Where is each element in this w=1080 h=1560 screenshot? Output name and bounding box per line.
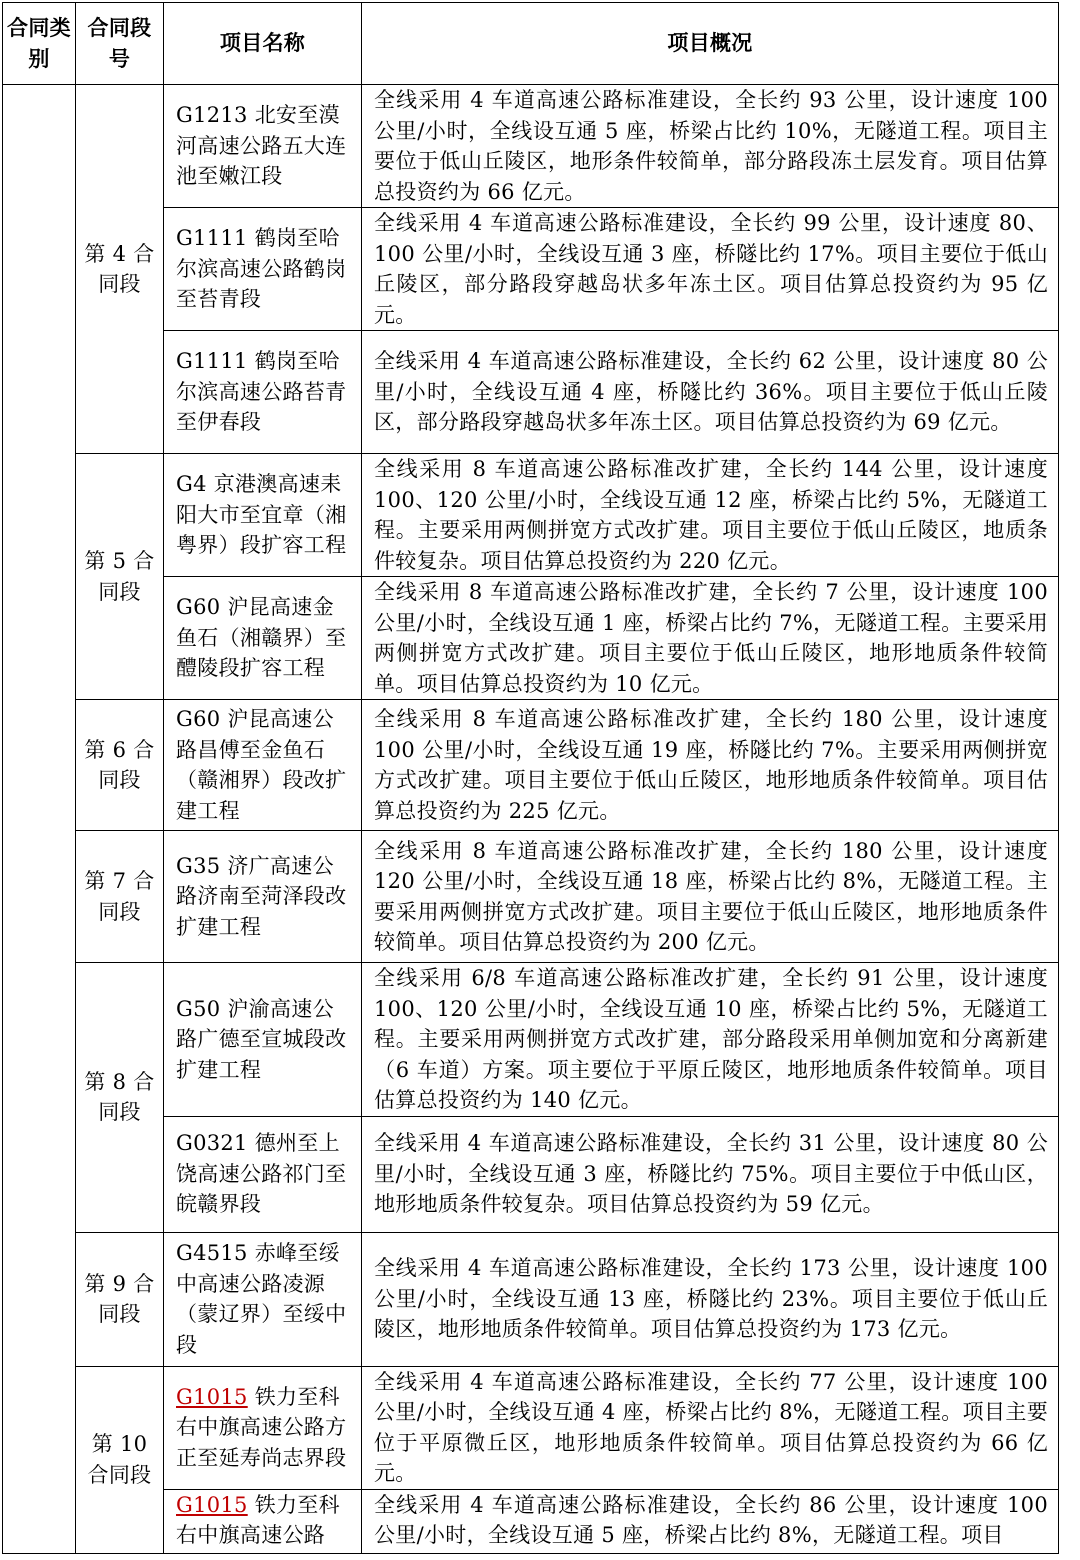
segment-label: 第 8 合同段 [76, 963, 164, 1233]
project-name [164, 454, 362, 577]
project-name-text: G50 沪渝高速公路广德至宣城段改扩建工程 [176, 996, 347, 1082]
project-name-text: G60 沪昆高速金鱼石（湘赣界）至醴陵段扩容工程 [176, 595, 347, 681]
project-name [164, 331, 362, 454]
table-row [3, 1232, 1059, 1366]
header-row [3, 3, 1059, 85]
project-overview: 全线采用 4 车道高速公路标准建设，全长约 86 公里，设计速度 100 公里/小时，全线设互通 5 座，桥梁占比约 8%，无隧道工程。项目 [362, 1489, 1059, 1553]
project-name [164, 1232, 362, 1366]
project-name [164, 208, 362, 331]
project-name-text: G1111 鹤岗至哈尔滨高速公路苔青至伊春段 [176, 349, 347, 435]
project-name [164, 577, 362, 700]
project-name [164, 85, 362, 208]
table-row [3, 1366, 1059, 1489]
segment-label: 第 9 合同段 [76, 1232, 164, 1366]
segment-label: 第 6 合同段 [76, 700, 164, 831]
project-code: G1015 [176, 1492, 248, 1517]
project-code: G1015 [176, 1384, 248, 1409]
project-name [164, 1366, 362, 1489]
segment-label: 第 5 合同段 [76, 454, 164, 700]
project-overview: 全线采用 4 车道高速公路标准建设，全长约 62 公里，设计速度 80 公里/小时，全线设互通 4 座，桥隧比约 36%。项目主要位于低山丘陵区，部分路段穿越岛状多年冻土区。项目估算总投资约为 69 亿元。 [362, 331, 1059, 454]
project-name-text: G4515 赤峰至绥中高速公路凌源（蒙辽界）至绥中段 [176, 1241, 347, 1357]
project-name [164, 1116, 362, 1232]
table-row [3, 700, 1059, 831]
header-project-overview: 项目概况 [362, 3, 1059, 85]
header-contract-segment: 合同段号 [76, 3, 164, 85]
project-overview: 全线采用 4 车道高速公路标准建设，全长约 31 公里，设计速度 80 公里/小时，全线设互通 3 座，桥隧比约 75%。项目主要位于中低山区，地形地质条件较复杂。项目估算总投资约为 59 亿元。 [362, 1116, 1059, 1232]
table-row [3, 85, 1059, 208]
segment-label: 第 4 合同段 [76, 85, 164, 454]
header-project-name: 项目名称 [164, 3, 362, 85]
project-name-text: G0321 德州至上饶高速公路祁门至皖赣界段 [176, 1131, 347, 1217]
project-name [164, 831, 362, 963]
segment-label: 第 7 合同段 [76, 831, 164, 963]
project-overview: 全线采用 4 车道高速公路标准建设，全长约 93 公里，设计速度 100 公里/小时，全线设互通 5 座，桥梁占比约 10%，无隧道工程。项目主要位于低山丘陵区，地形条件较简单，部分路段冻土层发育。项目估算总投资约为 66 亿元。 [362, 85, 1059, 208]
project-name-text: G60 沪昆高速公路昌傅至金鱼石（赣湘界）段改扩建工程 [176, 707, 347, 823]
project-table [2, 2, 1059, 1554]
project-overview: 全线采用 4 车道高速公路标准建设，全长约 99 公里，设计速度 80、100 公里/小时，全线设互通 3 座，桥隧比约 17%。项目主要位于低山丘陵区，部分路段穿越岛状多年冻土区。项目估算总投资约为 95 亿元。 [362, 208, 1059, 331]
segment-label: 第 10 合同段 [76, 1366, 164, 1553]
project-overview: 全线采用 8 车道高速公路标准改扩建，全长约 180 公里，设计速度 120 公里/小时，全线设互通 18 座，桥梁占比约 8%，无隧道工程。主要采用两侧拼宽方式改扩建。项目主要位于低山丘陵区，地形地质条件较简单。项目估算总投资约为 200 亿元。 [362, 831, 1059, 963]
table-row [3, 831, 1059, 963]
project-overview: 全线采用 6/8 车道高速公路标准改扩建，全长约 91 公里，设计速度 100、120 公里/小时，全线设互通 10 座，桥梁占比约 5%，无隧道工程。主要采用两侧拼宽方式改扩建，部分路段采用单侧加宽和分离新建（6 车道）方案。项主要位于平原丘陵区，地形地质条件较简单。项目估算总投资约为 140 亿元。 [362, 963, 1059, 1117]
project-name-text: 铁力至科右中旗高速公路 [176, 1492, 340, 1547]
project-name [164, 1489, 362, 1553]
project-name [164, 700, 362, 831]
table-row [3, 963, 1059, 1117]
project-name-text: G1213 北安至漠河高速公路五大连池至嫩江段 [176, 103, 347, 189]
project-name-text: G35 济广高速公路济南至菏泽段改扩建工程 [176, 853, 347, 939]
project-overview: 全线采用 8 车道高速公路标准改扩建，全长约 180 公里，设计速度 100 公里/小时，全线设互通 19 座，桥隧比约 7%。主要采用两侧拼宽方式改扩建。项目主要位于低山丘陵区，地形地质条件较简单。项目估算总投资约为 225 亿元。 [362, 700, 1059, 831]
project-overview: 全线采用 8 车道高速公路标准改扩建，全长约 144 公里，设计速度 100、120 公里/小时，全线设互通 12 座，桥梁占比约 5%，无隧道工程。主要采用两侧拼宽方式改扩建。项目主要位于低山丘陵区，地质条件较复杂。项目估算总投资约为 220 亿元。 [362, 454, 1059, 577]
contract-category-cell [3, 85, 76, 1554]
header-contract-category: 合同类别 [3, 3, 76, 85]
table-row [3, 454, 1059, 577]
project-overview: 全线采用 4 车道高速公路标准建设，全长约 173 公里，设计速度 100 公里/小时，全线设互通 13 座，桥隧比约 23%。项目主要位于低山丘陵区，地形地质条件较简单。项目估算总投资约为 173 亿元。 [362, 1232, 1059, 1366]
project-overview: 全线采用 8 车道高速公路标准改扩建，全长约 7 公里，设计速度 100 公里/小时，全线设互通 1 座，桥梁占比约 7%，无隧道工程。主要采用两侧拼宽方式改扩建。项目主要位于低山丘陵区，地形地质条件较简单。项目估算总投资约为 10 亿元。 [362, 577, 1059, 700]
project-overview: 全线采用 4 车道高速公路标准建设，全长约 77 公里，设计速度 100 公里/小时，全线设互通 4 座，桥梁占比约 8%，无隧道工程。项目主要位于平原微丘区，地形地质条件较简单。项目估算总投资约为 66 亿元。 [362, 1366, 1059, 1489]
project-name-text: 铁力至科右中旗高速公路方正至延寿尚志界段 [176, 1384, 347, 1470]
project-name-text: G1111 鹤岗至哈尔滨高速公路鹤岗至苔青段 [176, 226, 347, 312]
project-name-text: G4 京港澳高速耒阳大市至宜章（湘粤界）段扩容工程 [176, 472, 347, 558]
project-name [164, 963, 362, 1117]
